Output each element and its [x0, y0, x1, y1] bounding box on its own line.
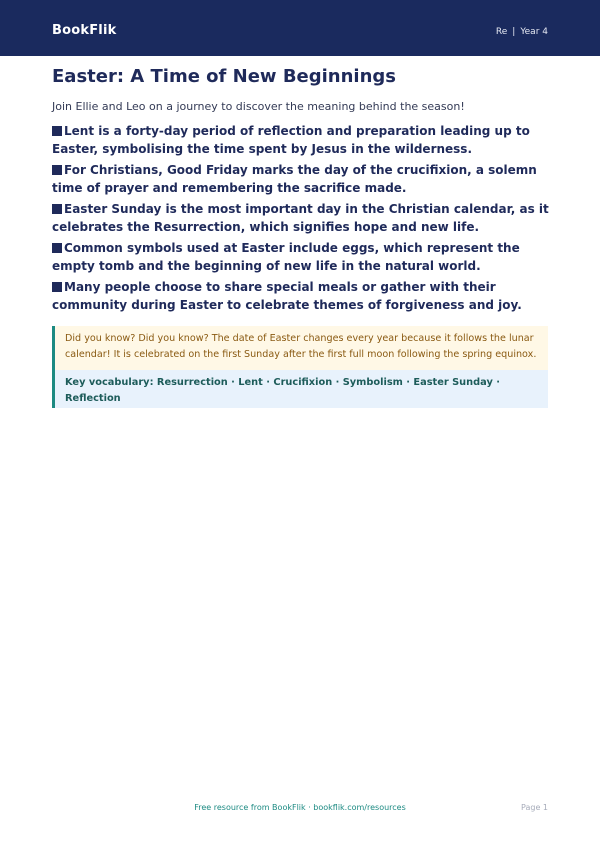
fact-text: Easter Sunday is the most important day in the Christian calendar, as it celebrates the Resurrection, which signifies hope and new life. — [52, 202, 549, 234]
header-meta — [496, 27, 548, 37]
bullet-square-icon — [52, 282, 62, 292]
fact-item — [52, 161, 552, 197]
bullet-square-icon — [52, 165, 62, 175]
bullet-square-icon — [52, 243, 62, 253]
fact-item — [52, 122, 552, 158]
bullet-square-icon — [52, 126, 62, 136]
info-panel — [52, 326, 548, 408]
page-header — [0, 0, 600, 56]
footer-resource-link[interactable]: Free resource from BookFlik · bookflik.com/resources — [194, 803, 406, 812]
year-label: Year 4 — [520, 27, 548, 37]
brand-logo-text[interactable]: BookFlik — [52, 23, 117, 38]
fact-text: Many people choose to share special meals or gather with their community during Easter to celebrate themes of forgiveness and joy. — [52, 280, 522, 312]
fact-list — [52, 122, 552, 317]
did-you-know-callout: Did you know? Did you know? The date of Easter changes every year because it follows the lunar calendar! It is celebrated on the first Sunday after the first full moon following the spring equinox. — [55, 326, 548, 370]
fact-text: For Christians, Good Friday marks the day of the crucifixion, a solemn time of prayer and remembering the sacrifice made. — [52, 163, 537, 195]
page-number: Page 1 — [521, 803, 548, 812]
fact-item — [52, 239, 552, 275]
key-vocabulary-callout: Key vocabulary: Resurrection · Lent · Crucifixion · Symbolism · Easter Sunday · Reflection — [55, 370, 548, 408]
fact-text: Common symbols used at Easter include eggs, which represent the empty tomb and the beginning of new life in the natural world. — [52, 241, 520, 273]
subject-label: Re — [495, 27, 508, 37]
page-title: Easter: A Time of New Beginnings — [52, 66, 397, 87]
fact-text: Lent is a forty-day period of reflection and preparation leading up to Easter, symbolising the time spent by Jesus in the wilderness. — [52, 124, 530, 156]
fact-item — [52, 200, 552, 236]
intro-text: Join Ellie and Leo on a journey to discover the meaning behind the season! — [52, 100, 465, 113]
bullet-square-icon — [52, 204, 62, 214]
fact-item — [52, 278, 552, 314]
meta-separator: | — [512, 27, 516, 37]
